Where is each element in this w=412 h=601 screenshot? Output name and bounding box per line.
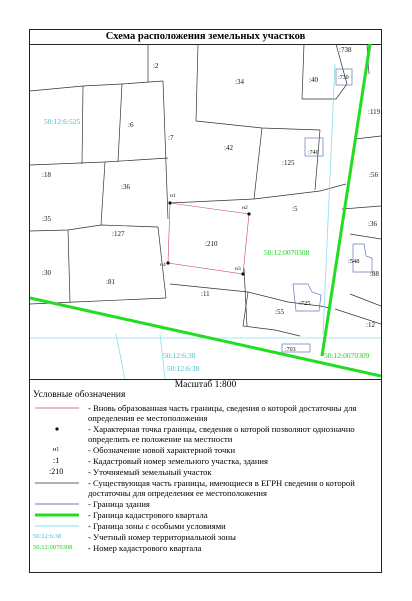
- legend-title: Условные обозначения: [33, 390, 126, 400]
- scale-label: Масштаб 1:800: [174, 380, 237, 390]
- label-56: :56: [369, 171, 378, 179]
- legend-row-zone-border: - Граница зоны с особыми условиями: [33, 521, 378, 532]
- point-n2: [247, 212, 250, 215]
- label-quarter-308: 50:12:0070308: [264, 248, 310, 257]
- label-738: :738: [339, 46, 352, 54]
- existing-border-symbol: [33, 478, 83, 489]
- label-725: :725: [299, 300, 311, 307]
- point-label-n3: н3: [235, 266, 241, 272]
- label-quarter-309: 50:12:0070309: [324, 351, 370, 360]
- legend-row-char-point: - Характерная точка границы, сведения о которой позволяют однозначно определить ее положение на местности: [33, 424, 378, 445]
- label-88: :88: [370, 270, 379, 278]
- label-34: :34: [235, 78, 244, 86]
- legend-row-new-border: - Вновь образованная часть границы, сведения о которой достаточны для определения ее местоположения: [33, 403, 378, 424]
- point-n4: [166, 261, 169, 264]
- label-730: :730: [338, 75, 349, 81]
- scheme-frame: [29, 29, 382, 573]
- label-55: :55: [275, 308, 284, 316]
- map-svg: [30, 44, 381, 379]
- label-7: :7: [168, 134, 174, 142]
- legend-row-existing-border: - Существующая часть границы, имеющиеся в ЕГРН сведения о которой достаточны для определения ее местоположения: [33, 478, 378, 499]
- label-740: :740: [308, 150, 319, 156]
- label-30: :30: [42, 269, 51, 277]
- legend: [33, 403, 378, 554]
- label-36b: :36: [368, 220, 377, 228]
- scheme-title: Схема расположения земельных участков: [30, 30, 381, 45]
- label-42: :42: [224, 144, 233, 152]
- label-5: :5: [292, 205, 298, 213]
- new-border: [168, 203, 249, 274]
- label-119: :119: [368, 108, 381, 116]
- legend-row-quarter-border: - Граница кадастрового квартала: [33, 510, 378, 521]
- building-border-symbol: [33, 499, 83, 510]
- label-210: :210: [205, 240, 218, 248]
- label-35: :35: [42, 215, 51, 223]
- label-40: :40: [309, 76, 318, 84]
- legend-row-quarter-number: 50:12:0070308 - Номер кадастрового квартала: [33, 543, 202, 553]
- zone-border-symbol: [33, 521, 83, 532]
- label-81: :81: [106, 278, 115, 286]
- label-zone-38a: 50:12:6:38: [163, 351, 196, 360]
- legend-row-building: - Граница здания: [33, 499, 378, 510]
- label-127: :127: [112, 230, 125, 238]
- label-zone-38b: 50:12:6:38: [167, 364, 200, 373]
- label-6: :6: [128, 121, 134, 129]
- legend-row-parcel: :210 - Уточняемый земельный участок: [49, 467, 212, 477]
- label-125: :125: [282, 159, 295, 167]
- label-zone-525: 50:12:6:525: [44, 117, 81, 126]
- char-point-symbol: [33, 424, 83, 435]
- label-703: :703: [285, 347, 296, 353]
- point-n3: [241, 272, 244, 275]
- point-labels: [160, 193, 248, 272]
- label-11: :11: [201, 290, 210, 298]
- label-18: :18: [42, 171, 51, 179]
- point-label-n2: н2: [242, 205, 248, 211]
- label-2: :2: [153, 62, 159, 70]
- legend-row-cad-number: :1 - Кадастровый номер земельного участка, здания: [53, 456, 268, 466]
- legend-row-new-point: н1 - Обозначение новой характерной точки: [53, 445, 236, 455]
- point-n1: [168, 201, 171, 204]
- quarter-border-symbol: [33, 510, 83, 521]
- label-36a: :36: [121, 183, 130, 191]
- point-label-n1: н1: [170, 193, 176, 199]
- map-area: [30, 44, 381, 380]
- legend-row-zone-number: 50:12:6:38 - Учетный номер территориальной зоны: [33, 532, 236, 542]
- new-border-symbol: [33, 403, 83, 414]
- parcel-labels: [42, 46, 381, 373]
- label-548: :548: [348, 258, 360, 265]
- point-label-n4: н4: [160, 262, 166, 268]
- label-12: :12: [366, 321, 375, 329]
